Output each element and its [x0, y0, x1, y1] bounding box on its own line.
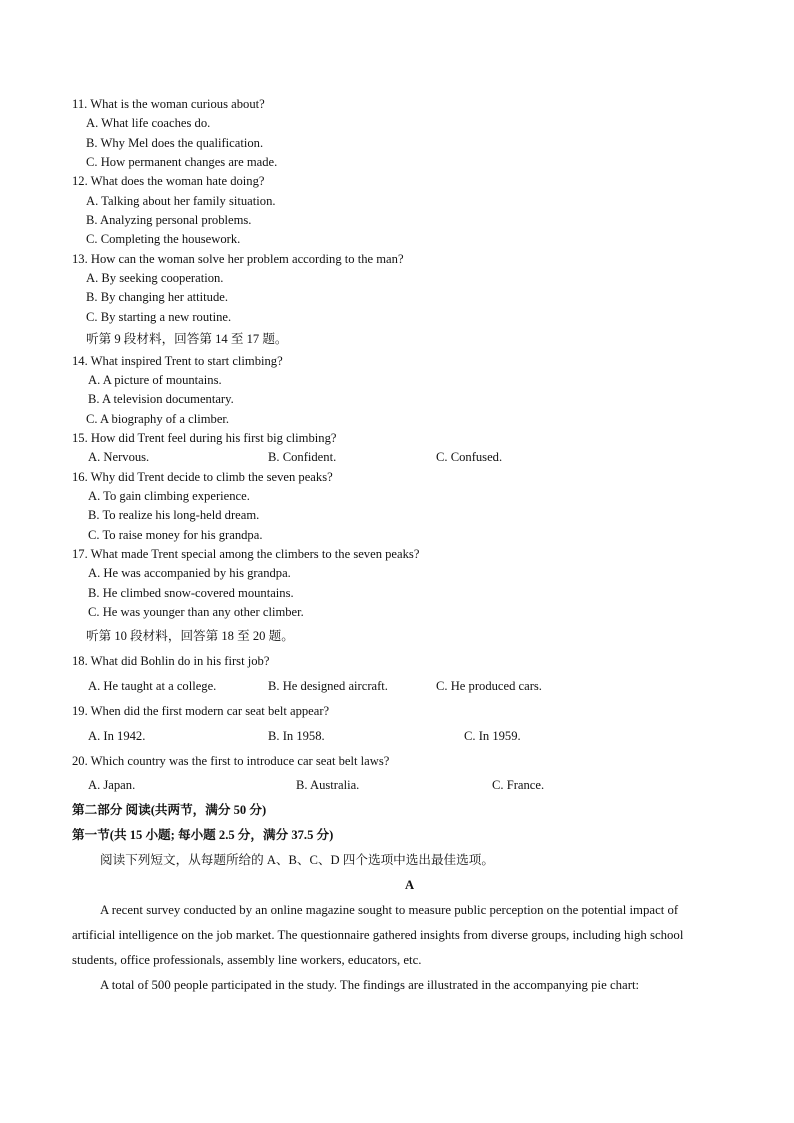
section-instruction: 听第 10 段材料，回答第 18 至 20 题。: [86, 629, 294, 643]
question-stem: 11. What is the woman curious about?: [72, 97, 265, 111]
option-b: B. Confident.: [268, 450, 337, 464]
question-stem: 18. What did Bohlin do in his first job?: [72, 654, 270, 668]
option-b: B. By changing her attitude.: [86, 290, 228, 304]
option-c: C. Completing the housework.: [86, 232, 241, 246]
part-title: 第二部分 阅读(共两节，满分 50 分): [72, 803, 267, 817]
option-c: C. France.: [492, 778, 545, 792]
option-c: C. He produced cars.: [436, 679, 542, 693]
option-a: A. In 1942.: [88, 729, 146, 743]
option-c: C. Confused.: [436, 450, 503, 464]
option-c: C. By starting a new routine.: [86, 310, 232, 324]
option-c: C. To raise money for his grandpa.: [88, 528, 263, 542]
question-stem: 16. Why did Trent decide to climb the seven peaks?: [72, 470, 333, 484]
option-b: B. In 1958.: [268, 729, 325, 743]
option-c: C. He was younger than any other climber.: [88, 605, 304, 619]
question-stem: 20. Which country was the first to introduce car seat belt laws?: [72, 754, 390, 768]
section-instruction: 听第 9 段材料，回答第 14 至 17 题。: [86, 332, 288, 346]
option-a: A. He taught at a college.: [88, 679, 217, 693]
passage-paragraph-1: A recent survey conducted by an online magazine sought to measure public perception on the potential impact of artificial intelligence on the job market. The questionnaire gathered insights from diverse groups, including high school students, office professionals, assembly line workers, educators, etc.: [72, 903, 684, 967]
option-a: A. He was accompanied by his grandpa.: [88, 566, 291, 580]
question-stem: 14. What inspired Trent to start climbing?: [72, 354, 283, 368]
option-c: C. A biography of a climber.: [86, 412, 230, 426]
option-b: B. Why Mel does the qualification.: [86, 136, 264, 150]
question-stem: 13. How can the woman solve her problem according to the man?: [72, 252, 404, 266]
question-stem: 19. When did the first modern car seat belt appear?: [72, 704, 330, 718]
option-a: A. By seeking cooperation.: [86, 271, 224, 285]
option-b: B. Australia.: [296, 778, 360, 792]
option-b: B. To realize his long-held dream.: [88, 508, 260, 522]
question-stem: 17. What made Trent special among the climbers to the seven peaks?: [72, 547, 420, 561]
option-a: A. Talking about her family situation.: [86, 194, 276, 208]
section-title: 第一节(共 15 小题; 每小题 2.5 分，满分 37.5 分): [72, 828, 334, 842]
question-stem: 15. How did Trent feel during his first big climbing?: [72, 431, 337, 445]
option-c: C. In 1959.: [464, 729, 521, 743]
passage-paragraph-2: A total of 500 people participated in the study. The findings are illustrated in the accompanying pie chart:: [100, 978, 640, 992]
question-stem: 12. What does the woman hate doing?: [72, 174, 265, 188]
option-b: B. He designed aircraft.: [268, 679, 388, 693]
reading-instruction: 阅读下列短文，从每题所给的 A、B、C、D 四个选项中选出最佳选项。: [100, 853, 494, 867]
option-a: A. To gain climbing experience.: [88, 489, 250, 503]
option-b: B. He climbed snow-covered mountains.: [88, 586, 294, 600]
option-b: B. Analyzing personal problems.: [86, 213, 252, 227]
passage-letter: A: [405, 878, 415, 892]
option-a: A. Japan.: [88, 778, 136, 792]
option-a: A. A picture of mountains.: [88, 373, 222, 387]
option-b: B. A television documentary.: [88, 392, 234, 406]
option-a: A. What life coaches do.: [86, 116, 211, 130]
option-a: A. Nervous.: [88, 450, 150, 464]
option-c: C. How permanent changes are made.: [86, 155, 278, 169]
